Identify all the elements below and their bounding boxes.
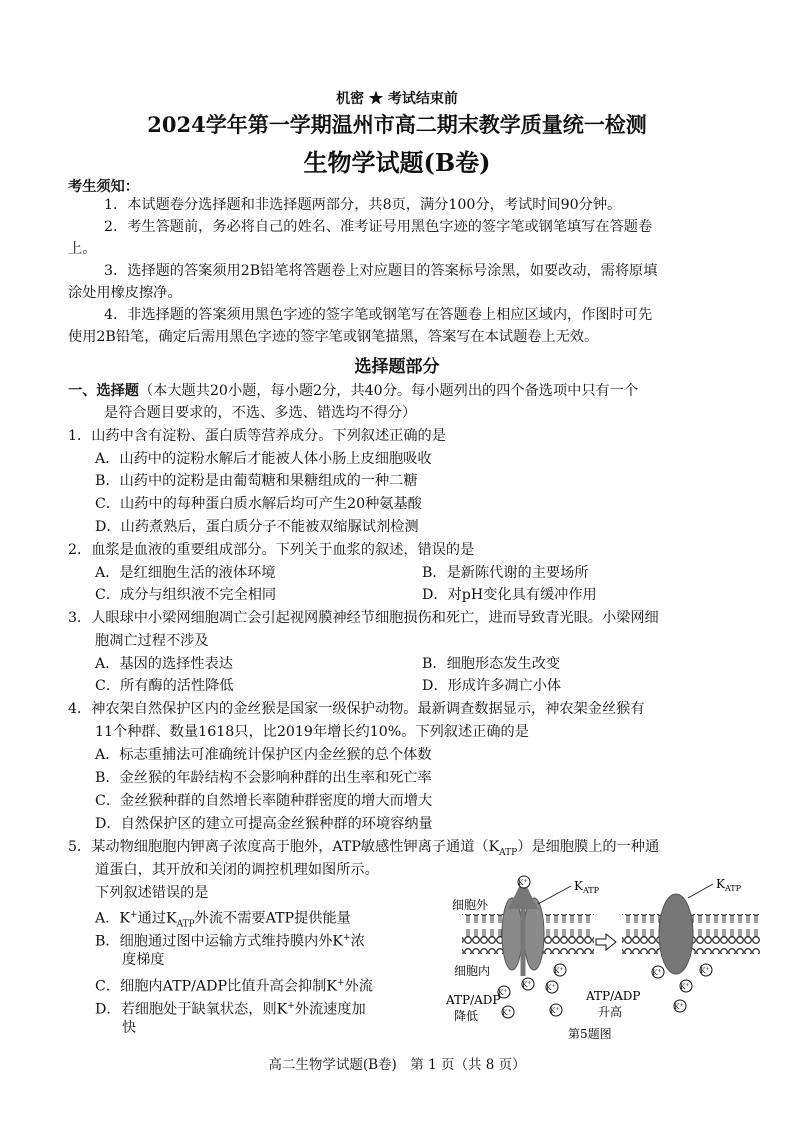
notice-heading: 考生须知： (68, 179, 139, 195)
notice-line: 1．本试题卷分选择题和非选择题两部分，共8页，满分100分，考试时间90分钟。 (104, 197, 622, 213)
svg-text:K+: K+ (546, 983, 556, 992)
q3-stem-cont: 胞凋亡过程不涉及 (95, 633, 209, 649)
k-ion (550, 1004, 562, 1016)
svg-text:K+: K+ (700, 966, 710, 975)
q5-stem: 5．某动物细胞胞内钾离子浓度高于胞外，ATP敏感性钾离子通道$(K_{ATP})$是细胞膜上的一种通 (68, 839, 660, 858)
q3-option-c: C．所有酶的活性降低 (95, 678, 234, 694)
svg-text:K+: K+ (498, 988, 508, 997)
channel-left-half (502, 898, 522, 970)
q5-option-b-cont: 度梯度 (122, 952, 165, 968)
svg-text:K+: K+ (652, 968, 662, 977)
k-ion (652, 966, 664, 978)
q4-option-d: D．自然保护区的建立可提高金丝猴种群的环境容纳量 (95, 816, 433, 832)
section-title: 选择题部分 (354, 357, 440, 377)
k-ion (522, 978, 534, 990)
q4-stem-cont: 11个种群、数量1618只，比2019年增长约10%。下列叙述正确的是 (95, 724, 529, 740)
k-ion (674, 1000, 686, 1012)
channel-right-half (524, 898, 544, 970)
q5-option-c: C．细胞内ATP/ADP比值升高会抑制K+外流 (95, 978, 373, 995)
q5-option-a: A．K+通过$K_{ATP}$外流不需要ATP提供能量 (95, 910, 351, 930)
q2-option-d: D．对pH变化具有缓冲作用 (422, 587, 597, 603)
page-footer: 高二生物学试题(B卷) 第 1 页（共 8 页） (268, 1057, 526, 1073)
q1-option-b: B．山药中的淀粉是由葡萄糖和果糖组成的一种二糖 (95, 473, 418, 489)
notice-line: 涂处用橡皮擦净。 (68, 285, 182, 301)
outside-label: 细胞外 (452, 898, 489, 912)
notice-line: 上。 (68, 241, 97, 257)
svg-text:K+: K+ (550, 1006, 560, 1015)
notice-line: 2．考生答题前，务必将自己的姓名、准考证号用黑色字迹的签字笔或钢笔填写在答题卷 (104, 219, 653, 235)
atp-adp-left-change: 降低 (454, 1009, 479, 1023)
q1-option-a: A．山药中的淀粉水解后才能被人体小肠上皮细胞吸收 (95, 451, 432, 467)
svg-text:K+: K+ (674, 1002, 684, 1011)
exam-title: 2024学年第一学期温州市高二期末教学质量统一检测 (147, 112, 647, 137)
k-ion (680, 980, 692, 992)
part-one-desc: （本大题共20小题，每小题2分，共40分。每小题列出的四个备选项中只有一个 (138, 383, 639, 399)
q5-option-d: D．若细胞处于缺氧状态，则K+外流速度加 (95, 1001, 366, 1018)
k-ion (546, 981, 558, 993)
notice-line: 4．非选择题的答案须用黑色字迹的签字笔或钢笔写在答题卷上相应区域内，作图时可先 (104, 307, 653, 323)
q5-stem-cont: 道蛋白，其开放和关闭的调控机理如图所示。 (95, 862, 379, 878)
katp-label-left: $K_{ATP}$ (574, 879, 600, 895)
inside-label: 细胞内 (454, 964, 491, 978)
part-one-desc2: 是符合题目要求的，不选、多选、错选均不得分） (104, 405, 417, 421)
svg-text:K+: K+ (518, 878, 528, 887)
svg-text:K+: K+ (522, 980, 532, 989)
q5-option-b: B．细胞通过图中运输方式维持膜内外K+浓 (95, 933, 365, 950)
notice-line: 3．选择题的答案须用2B铅笔将答题卷上对应题目的答案标号涂黑，如要改动，需将原填 (104, 263, 658, 279)
k-ion (700, 964, 712, 976)
channel-closed (659, 894, 693, 974)
transition-arrow (596, 934, 616, 950)
q4-option-c: C．金丝猴种群的自然增长率随种群密度的增大而增大 (95, 793, 433, 809)
atp-adp-right-change: 升高 (598, 1005, 623, 1019)
svg-text:K+: K+ (554, 966, 564, 975)
svg-text:K+: K+ (680, 982, 690, 991)
k-ion (554, 964, 566, 976)
confidential-header: 机密 ★ 考试结束前 (336, 91, 458, 107)
katp-pointer-right (688, 884, 713, 898)
q3-option-a: A．基因的选择性表达 (95, 656, 233, 672)
q2-option-b: B．是新陈代谢的主要场所 (422, 565, 589, 581)
q5-option-d-cont: 快 (122, 1020, 137, 1036)
q5-stem-question: 下列叙述错误的是 (95, 885, 209, 901)
q1-option-c: C．山药中的每种蛋白质水解后均可产生20种氨基酸 (95, 496, 422, 512)
k-ion (502, 1006, 514, 1018)
katp-channel-figure (440, 866, 760, 1046)
atp-adp-right: ATP/ADP (586, 989, 641, 1003)
exam-subtitle: 生物学试题(B卷) (303, 148, 491, 177)
k-ion (518, 876, 530, 888)
q1-stem: 1．山药中含有淀粉、蛋白质等营养成分。下列叙述正确的是 (68, 428, 446, 444)
q4-option-a: A．标志重捕法可准确统计保护区内金丝猴的总个体数 (95, 747, 432, 763)
q4-stem: 4．神农架自然保护区内的金丝猴是国家一级保护动物。最新调查数据显示，神农架金丝猴有 (68, 701, 645, 717)
atp-adp-left: ATP/ADP (446, 993, 501, 1007)
q3-option-d: D．形成许多凋亡小体 (422, 678, 562, 694)
notice-line: 使用2B铅笔，确定后需用黑色字迹的签字笔或钢笔描黑，答案写在本试题卷上无效。 (68, 329, 599, 345)
q2-option-c: C．成分与组织液不完全相同 (95, 587, 277, 603)
q3-option-b: B．细胞形态发生改变 (422, 656, 561, 672)
figure-caption: 第5题图 (568, 1027, 612, 1041)
katp-pointer-left (538, 886, 571, 904)
q1-option-d: D．山药煮熟后，蛋白质分子不能被双缩脲试剂检测 (95, 519, 419, 535)
q2-stem: 2．血浆是血液的重要组成部分。下列关于血浆的叙述，错误的是 (68, 542, 475, 558)
q4-option-b: B．金丝猴的年龄结构不会影响种群的出生率和死亡率 (95, 770, 432, 786)
svg-text:K+: K+ (502, 1008, 512, 1017)
part-one-label: 一、选择题 (68, 383, 139, 399)
katp-label-right: $K_{ATP}$ (716, 877, 742, 893)
q3-stem: 3．人眼球中小梁网细胞凋亡会引起视网膜神经节细胞损伤和死亡，进而导致青光眼。小梁网细 (68, 610, 659, 626)
q2-option-a: A．是红细胞生活的液体环境 (95, 565, 276, 581)
part-one-line1 (68, 382, 638, 400)
